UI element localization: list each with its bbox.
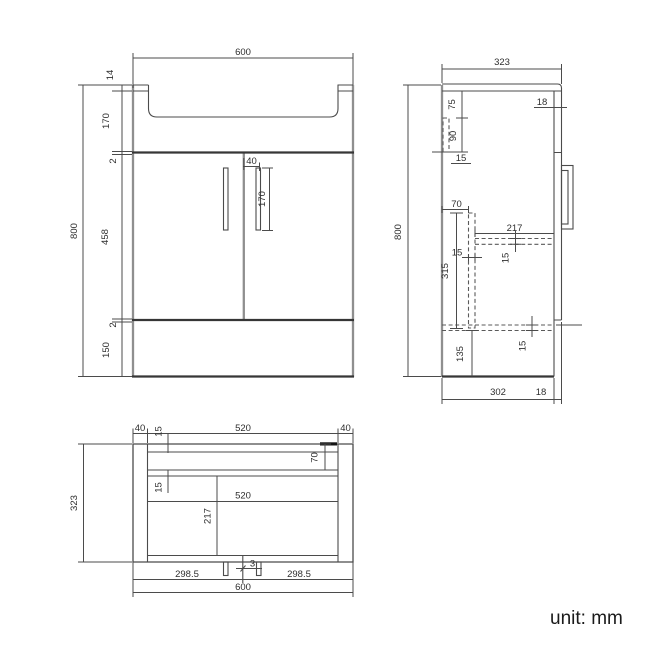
dim-handle-offset: 40 <box>246 156 257 167</box>
side-handle-outer <box>562 166 574 230</box>
dim-side-height: 800 <box>393 224 404 240</box>
dim-plan-rail-thickness: 15 <box>153 482 165 493</box>
bottom-thickness-dimension <box>526 316 538 337</box>
dim-runner-height: 315 <box>440 263 451 279</box>
shelf-thickness-dimension <box>510 231 521 252</box>
dim-gap-bottom: 2 <box>108 322 119 328</box>
dim-runner-offset: 70 <box>451 199 462 210</box>
dim-side-depth: 323 <box>494 57 510 68</box>
runner-thickness-dimension <box>462 254 482 261</box>
plan-rail-depth-dimension <box>319 444 331 470</box>
dim-worktop-front: 18 <box>536 97 548 108</box>
side-front-faces <box>554 91 562 377</box>
dim-plan-door-gap: 3 <box>249 558 256 570</box>
dim-plan-interior-depth: 217 <box>202 508 214 524</box>
runner-height-dimension <box>450 213 463 329</box>
side-height-dimension-lines <box>403 85 441 377</box>
basin-outline <box>149 85 339 117</box>
dim-front-height: 800 <box>69 223 80 239</box>
dim-bottom-thickness: 15 <box>517 340 529 352</box>
dim-gap-top: 2 <box>108 158 119 164</box>
door-handle-left <box>224 168 229 230</box>
dim-plan-door-right: 298.5 <box>287 569 311 580</box>
dim-door-height: 458 <box>100 229 111 245</box>
unit-note: unit: mm <box>550 608 623 629</box>
plan-handle-left <box>224 562 229 576</box>
dim-shelf-thickness: 15 <box>500 252 512 264</box>
dim-runner-thickness: 15 <box>451 247 463 259</box>
dim-plan-side-left: 40 <box>134 423 146 434</box>
dim-plan-inner-width-top: 520 <box>235 423 251 434</box>
dim-carcass-depth: 302 <box>490 387 506 398</box>
dim-rail-offset: 75 <box>447 99 458 110</box>
dim-top-thickness: 14 <box>105 69 116 81</box>
dim-plan-back-thickness: 15 <box>153 426 165 437</box>
dim-basin-section: 170 <box>101 113 112 129</box>
plan-depth-dimension-lines <box>78 444 132 562</box>
dim-handle-length: 170 <box>257 191 268 207</box>
plinth-recess-dimension <box>466 331 478 377</box>
dim-plinth-height: 150 <box>101 342 112 358</box>
hidden-bottom-panel <box>442 325 554 331</box>
front-view <box>69 47 354 377</box>
side-handle-inner <box>562 171 569 225</box>
front-width-dimension-lines <box>133 53 353 88</box>
dim-door-thickness: 18 <box>535 387 547 398</box>
dim-plan-door-left: 298.5 <box>175 569 199 580</box>
dim-shelf-depth: 217 <box>506 223 523 234</box>
hidden-shelf <box>475 239 554 245</box>
dim-rail-thickness: 15 <box>455 153 467 164</box>
dim-plinth-recess: 135 <box>455 346 466 362</box>
side-worktop-outline <box>442 84 562 91</box>
front-cabinet-sides <box>133 85 353 377</box>
dim-plan-inner-width-mid: 520 <box>235 490 251 502</box>
dim-plan-rail-depth: 70 <box>309 452 321 463</box>
front-chain-dimension-lines <box>112 85 132 377</box>
dim-rail-height: 90 <box>448 130 459 142</box>
dim-plan-depth: 323 <box>69 495 80 511</box>
dim-plan-side-right: 40 <box>340 423 351 434</box>
side-view <box>393 57 582 404</box>
worktop-rim-lines <box>133 85 353 91</box>
dim-front-width: 600 <box>235 47 251 58</box>
dim-plan-width: 600 <box>235 582 251 593</box>
hidden-back-runner <box>469 213 476 328</box>
plan-view <box>69 423 353 597</box>
